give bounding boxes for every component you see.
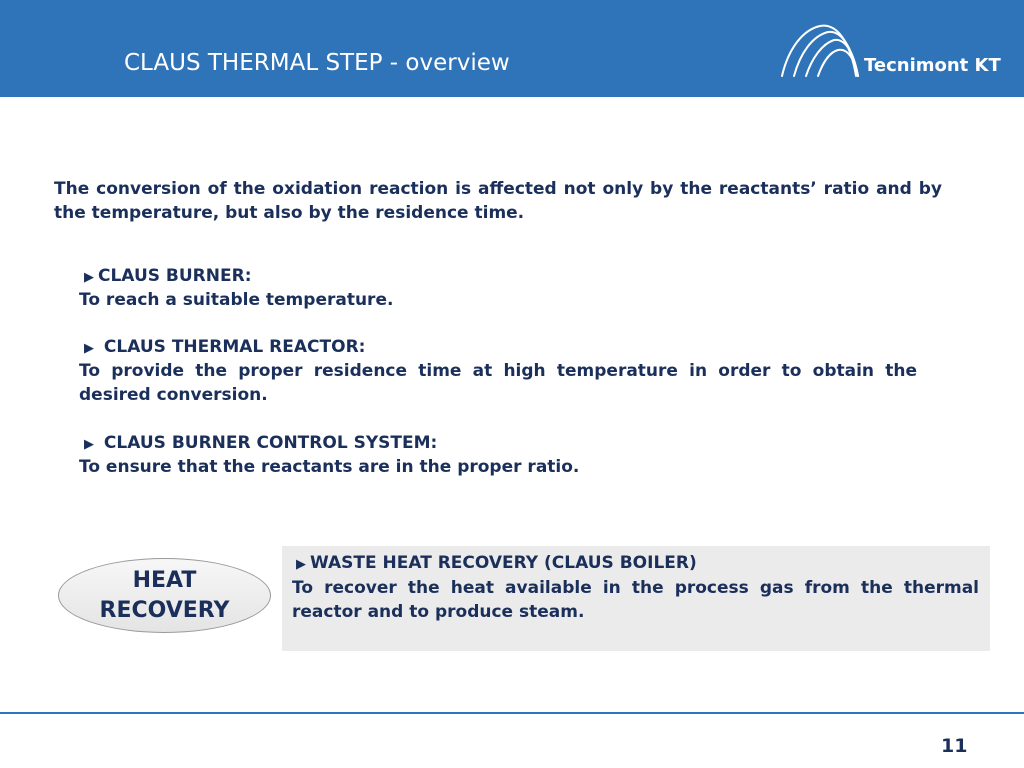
triangle-right-icon: ▶ bbox=[84, 437, 94, 452]
item-claus-burner-title bbox=[84, 264, 252, 290]
item-title-text: CLAUS BURNER: bbox=[98, 266, 252, 286]
heat-recovery-oval bbox=[58, 558, 271, 633]
heat-recovery-description: To recover the heat available in the process gas from the thermal reactor and to produce steam. bbox=[292, 578, 979, 622]
item-thermal-reactor-description: To provide the proper residence time at high temperature in order to obtain the desired conversion. bbox=[79, 361, 917, 405]
company-logo bbox=[778, 20, 1008, 82]
footer-divider bbox=[0, 712, 1024, 714]
item-title-text: CLAUS BURNER CONTROL SYSTEM: bbox=[103, 433, 438, 453]
item-control-system-description: To ensure that the reactants are in the proper ratio. bbox=[79, 457, 580, 477]
header-bar bbox=[0, 0, 1024, 97]
page-number: 11 bbox=[941, 735, 968, 757]
item-title-text: CLAUS THERMAL REACTOR: bbox=[103, 337, 366, 357]
heat-recovery-label: HEAT RECOVERY bbox=[99, 567, 230, 623]
triangle-right-icon: ▶ bbox=[296, 557, 306, 572]
triangle-right-icon: ▶ bbox=[84, 341, 94, 356]
item-claus-burner-description: To reach a suitable temperature. bbox=[79, 290, 394, 310]
heat-recovery-title bbox=[296, 551, 697, 577]
triangle-right-icon: ▶ bbox=[84, 270, 94, 285]
item-thermal-reactor-title bbox=[84, 335, 365, 361]
slide-title: CLAUS THERMAL STEP - overview bbox=[124, 50, 510, 76]
intro-paragraph: The conversion of the oxidation reaction is affected not only by the reactants’ ratio and by the temperature, but also by the residence time. bbox=[54, 179, 942, 223]
logo-text: Tecnimont KT bbox=[864, 55, 1001, 76]
item-control-system-title bbox=[84, 431, 437, 457]
heat-recovery-title-text: WASTE HEAT RECOVERY (CLAUS BOILER) bbox=[310, 553, 697, 573]
